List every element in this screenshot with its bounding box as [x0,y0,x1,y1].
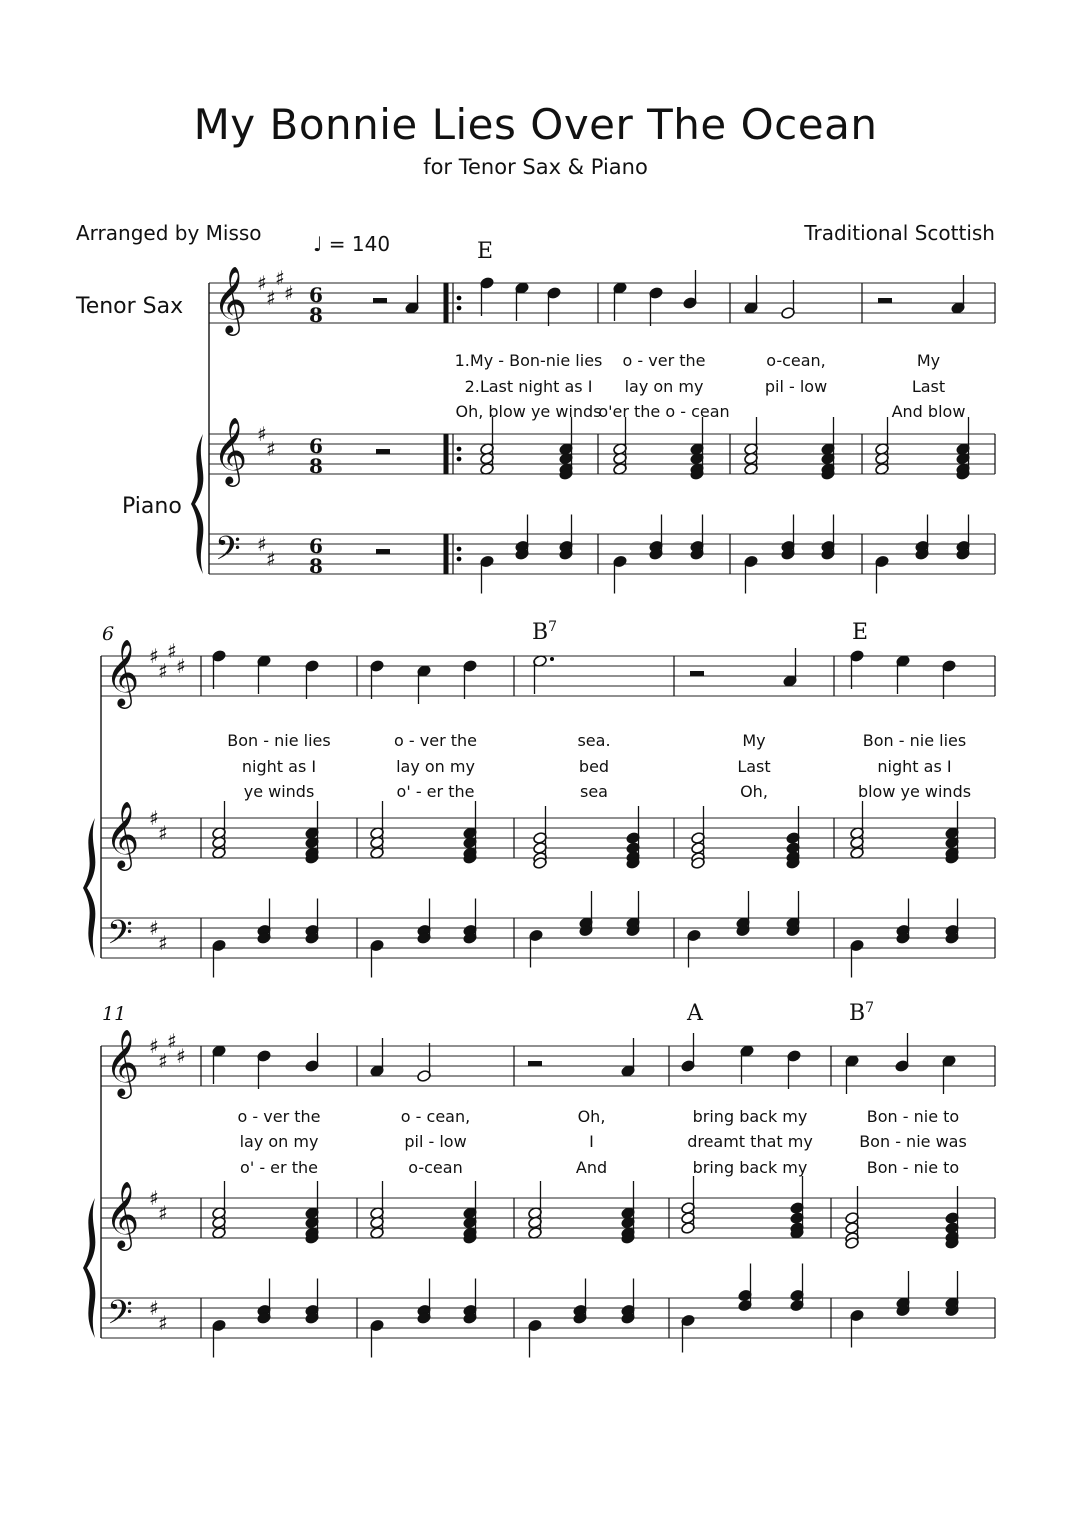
time-signature-top: 6 [309,283,323,307]
repeat-dot [457,447,462,452]
sax-key-sharp-icon: ♯ [158,1049,168,1073]
score-subtitle: for Tenor Sax & Piano [423,155,648,179]
time-signature-top: 6 [309,534,323,558]
quarter-note-icon: ♩ [313,232,323,256]
lyric-verse-2: bed [578,757,610,776]
repeat-dot [457,557,462,562]
time-signature-bottom: 8 [309,454,323,478]
time-signature-bottom: 8 [309,303,323,327]
sax-key-sharp-icon: ♯ [266,286,276,310]
lyric-verse-2: lay on my [396,757,475,776]
lyric-verse-1: o - cean, [400,1107,471,1126]
sax-key-sharp-icon: ♯ [149,644,159,668]
repeat-dot [457,457,462,462]
piano-brace [83,818,95,958]
sax-key-sharp-icon: ♯ [176,1044,186,1068]
half-rest [376,549,390,554]
lyric-verse-3: o'er the o - cean [598,402,730,421]
instrument-label-piano: Piano [122,494,182,519]
lyric-verse-2: dreamt that my [687,1132,813,1151]
lyric-verse-2: pil - low [404,1132,467,1151]
bass-clef-icon: 𝄢 [107,914,133,960]
half-rest [376,449,390,454]
lyric-verse-3: And blow [891,402,966,421]
piano-brace [191,434,203,574]
lyric-verse-1: o - ver the [237,1107,321,1126]
sax-key-sharp-icon: ♯ [167,1029,177,1053]
half-rest [373,298,387,303]
measure-number: 11 [102,1003,127,1025]
bass-key-sharp-icon: ♯ [149,916,159,940]
lyric-verse-1: Bon - nie lies [862,731,967,750]
half-rest [878,298,892,303]
lyric-verse-2: Last [737,757,771,776]
sax-key-sharp-icon: ♯ [257,271,267,295]
treble-clef-icon: 𝄞 [105,800,140,868]
lyric-verse-3: Oh, blow ye winds [455,402,602,421]
bass-clef-icon: 𝄢 [107,1294,133,1340]
chord-symbol: E [852,620,869,645]
lyric-verse-2: lay on my [239,1132,319,1151]
piano-key-sharp-icon: ♯ [266,437,276,461]
chord-symbol: $B^7$ [849,1000,875,1026]
lyric-verse-2: Last [911,377,946,396]
sax-key-sharp-icon: ♯ [158,659,168,683]
lyric-verse-3: Bon - nie to [866,1158,960,1177]
bass-key-sharp-icon: ♯ [158,1311,168,1335]
lyric-verse-2: I [589,1132,594,1151]
lyric-verse-1: 1.My - Bon-nie lies [454,351,603,370]
lyric-verse-1: Oh, [577,1107,606,1126]
lyric-verse-1: My [742,731,766,750]
piano-treble-staff [101,1198,995,1238]
time-signature-bottom: 8 [309,554,323,578]
sax-key-sharp-icon: ♯ [167,639,177,663]
repeat-dot [457,306,462,311]
chord-extension: 7 [865,1000,875,1016]
lyric-verse-3: blow ye winds [857,782,972,801]
sax-key-sharp-icon: ♯ [275,266,285,290]
arranger-credit: Arranged by Misso [76,221,262,245]
chord-symbol: $B^7$ [532,619,558,645]
bass-clef-icon: 𝄢 [215,530,241,576]
lyric-verse-1: sea. [577,731,611,750]
treble-clef-icon: 𝄞 [105,638,140,706]
treble-clef-icon: 𝄞 [105,1028,140,1096]
piano-key-sharp-icon: ♯ [149,806,159,830]
lyric-verse-3: o' - er the [396,782,475,801]
repeat-dot [457,296,462,301]
lyric-verse-1: o - ver the [622,351,706,370]
sax-key-sharp-icon: ♯ [284,281,294,305]
chord-symbol: A [687,1001,703,1026]
sax-key-sharp-icon: ♯ [176,654,186,678]
sax-key-sharp-icon: ♯ [149,1034,159,1058]
half-rest [528,1061,542,1066]
lyric-verse-3: bring back my [692,1158,808,1177]
time-signature-top: 6 [309,434,323,458]
lyric-verse-1: Bon - nie lies [227,731,331,750]
lyric-verse-2: lay on my [624,377,704,396]
treble-clef-icon: 𝄞 [105,1180,140,1248]
lyric-verse-2: pil - low [764,377,828,396]
piano-key-sharp-icon: ♯ [257,422,267,446]
piano-key-sharp-icon: ♯ [158,1201,168,1225]
lyric-verse-3: ye winds [243,782,315,801]
score-title: My Bonnie Lies Over The Ocean [193,100,878,149]
piano-bass-staff [101,918,995,958]
half-rest [690,671,704,676]
piano-key-sharp-icon: ♯ [158,821,168,845]
lyric-verse-2: Bon - nie was [859,1132,967,1151]
augmentation-dot [550,657,554,661]
composer-credit: Traditional Scottish [804,221,995,245]
treble-clef-icon: 𝄞 [213,416,248,484]
lyric-verse-1: o-cean, [766,351,826,370]
sax-staff [209,283,995,323]
chord-extension: 7 [548,619,558,635]
lyric-verse-3: o-cean [408,1158,463,1177]
chord-symbol: E [477,239,494,264]
sax-staff [101,1046,995,1086]
treble-clef-icon: 𝄞 [213,265,248,333]
repeat-dot [457,547,462,552]
tempo-value: = 140 [328,232,391,256]
bass-key-sharp-icon: ♯ [266,547,276,571]
lyric-verse-3: Oh, [740,782,768,801]
instrument-label-sax: Tenor Sax [76,294,184,319]
lyric-verse-1: o - ver the [394,731,477,750]
lyric-verse-2: 2.Last night as I [464,377,593,396]
lyric-verse-3: sea [580,782,608,801]
lyric-verse-2: night as I [241,757,317,776]
bass-key-sharp-icon: ♯ [257,532,267,556]
lyric-verse-3: o' - er the [240,1158,318,1177]
bass-key-sharp-icon: ♯ [149,1296,159,1320]
lyric-verse-1: My [916,351,941,370]
lyric-verse-1: Bon - nie to [866,1107,960,1126]
lyric-verse-3: And [575,1158,608,1177]
measure-number: 6 [102,623,115,645]
piano-key-sharp-icon: ♯ [149,1186,159,1210]
bass-key-sharp-icon: ♯ [158,931,168,955]
lyric-verse-2: night as I [877,757,952,776]
piano-brace [83,1198,95,1338]
sax-staff [101,656,995,696]
lyric-verse-1: bring back my [692,1107,808,1126]
